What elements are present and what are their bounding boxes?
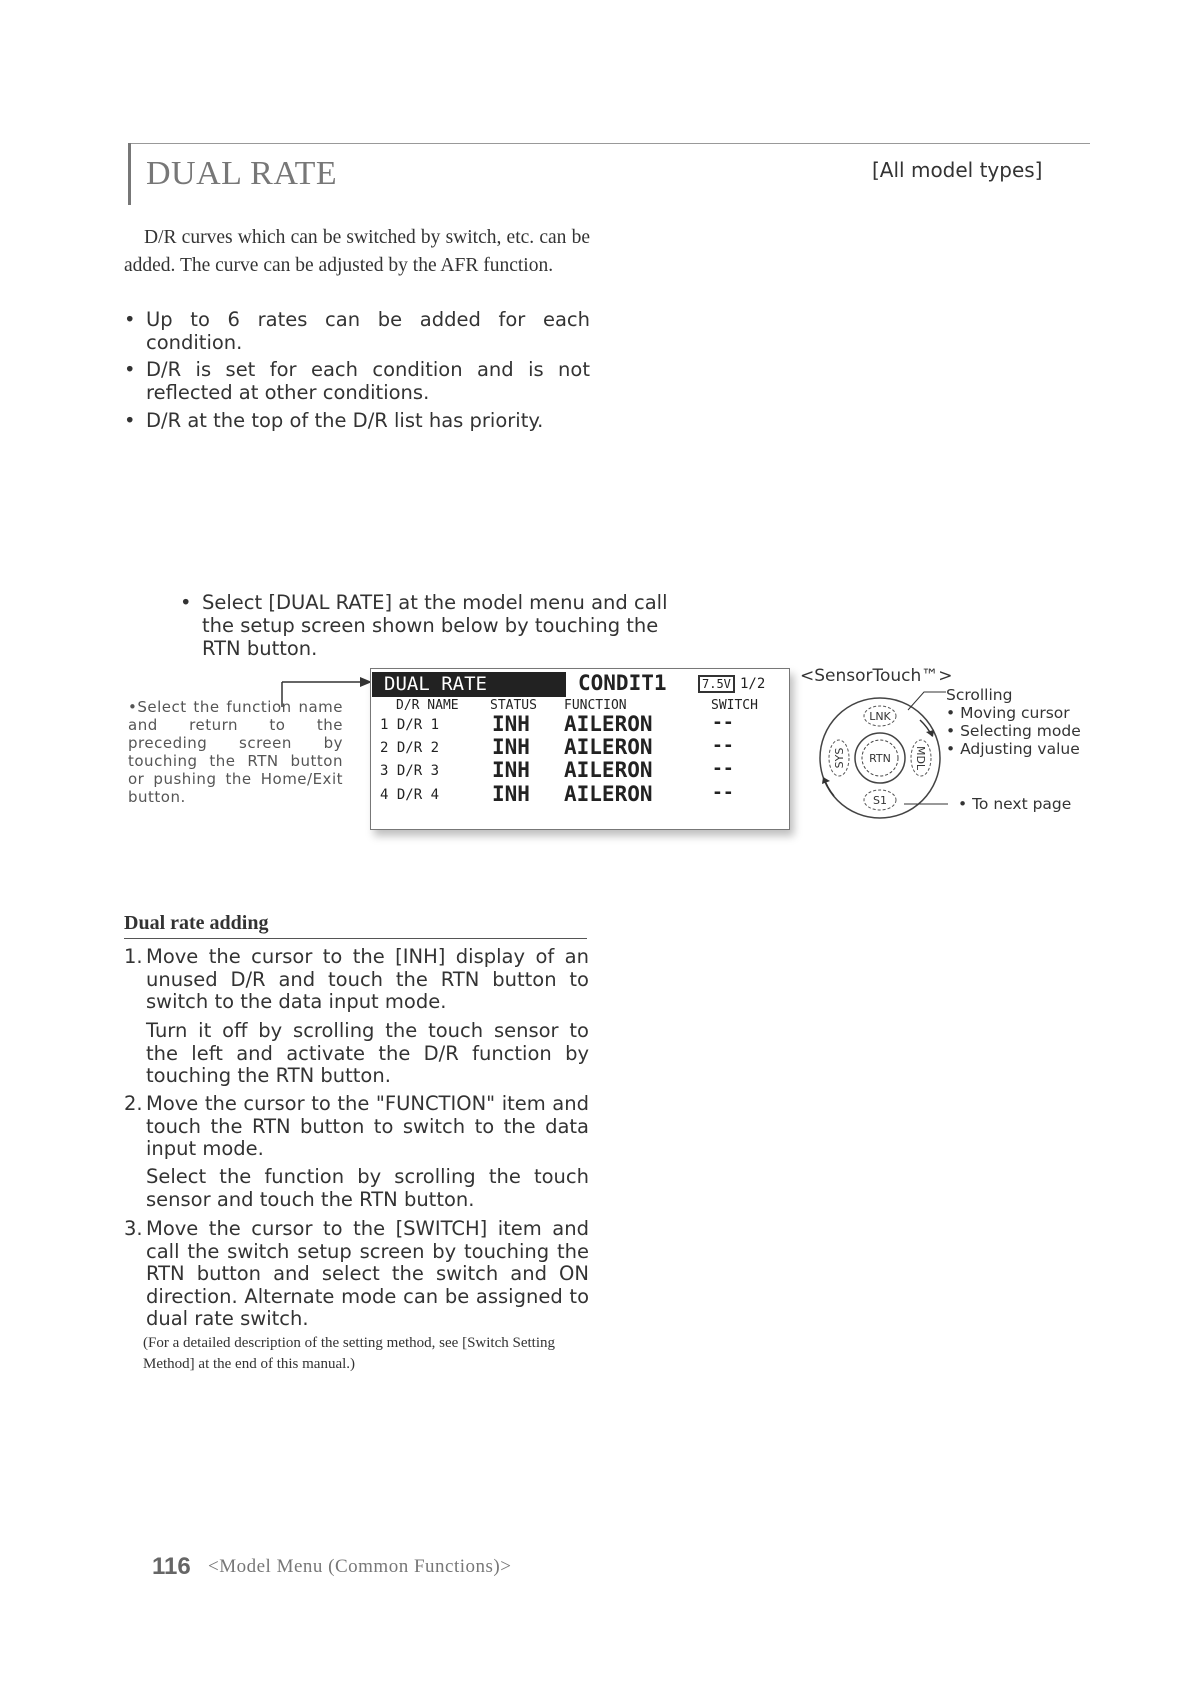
step-text: Move the cursor to the "FUNCTION" item and touch the RTN button to switch to the data input mode. [146, 1092, 589, 1160]
dr-name[interactable]: 2 D/R 2 [380, 740, 440, 756]
sys-key-label: SYS [833, 747, 846, 769]
step-2 [124, 1093, 589, 1161]
mdl-key-label: MDL [914, 745, 927, 771]
dr-switch[interactable]: -- [712, 758, 734, 779]
dr-name[interactable]: 4 D/R 4 [380, 787, 440, 803]
scrolling-label: Scrolling [946, 686, 1013, 704]
step-1-sub: Turn it off by scrolling the touch sensor to the left and activate the D/R function by touching the RTN button. [146, 1019, 589, 1087]
col-header-name: D/R NAME [396, 698, 459, 713]
dr-function[interactable]: AILERON [564, 712, 653, 736]
page-title: DUAL RATE [146, 155, 338, 192]
legend-adjusting-value: • Adjusting value [946, 740, 1080, 758]
dr-function[interactable]: AILERON [564, 735, 653, 759]
dr-status[interactable]: INH [492, 782, 530, 806]
bullet-text: D/R is set for each condition and is not reflected at other conditions. [146, 358, 590, 404]
model-types: [All model types] [872, 158, 1043, 182]
bullet-dot: • [124, 409, 136, 432]
legend-next-page: • To next page [958, 795, 1072, 813]
dr-switch[interactable]: -- [712, 735, 734, 756]
section-note: (For a detailed description of the setting method, see [Switch Setting Method] at the end of this manual.) [143, 1335, 555, 1372]
page-number: 116 [152, 1553, 191, 1580]
connector-arrow-icon [280, 672, 380, 712]
step-text: Move the cursor to the [INH] display of an unused D/R and touch the RTN button to switch to the data input mode. [146, 945, 589, 1013]
header-rule [128, 143, 1090, 144]
dr-function[interactable]: AILERON [564, 782, 653, 806]
bullet-text: Up to 6 rates can be added for each condition. [146, 308, 590, 354]
screen-title[interactable]: DUAL RATE [372, 672, 566, 697]
step-2-sub: Select the function by scrolling the touch sensor and touch the RTN button. [146, 1165, 589, 1211]
step-text: Move the cursor to the [SWITCH] item and call the switch setup screen by touching the RTN button and select the switch and ON direction. Alternate mode can be assigned to dual rate switch. [146, 1217, 589, 1330]
dr-status[interactable]: INH [492, 758, 530, 782]
dr-name[interactable]: 3 D/R 3 [380, 763, 440, 779]
dr-status[interactable]: INH [492, 735, 530, 759]
dr-switch[interactable]: -- [712, 782, 734, 803]
side-note: •Select the function name and return to the preceding screen by touching the RTN button or pushing the Home/Exit button. [128, 698, 343, 806]
step-number: 1. [124, 945, 143, 968]
bullet-item [124, 409, 590, 432]
legend-selecting-mode: • Selecting mode [946, 722, 1081, 740]
bullet-item [124, 308, 590, 354]
dr-switch[interactable]: -- [712, 712, 734, 733]
bullet-item [124, 358, 590, 404]
bullet-dot: • [124, 358, 136, 381]
lnk-key-label: LNK [869, 710, 891, 723]
section-underline [124, 938, 587, 939]
battery-voltage: 7.5V [698, 675, 735, 693]
dr-name[interactable]: 1 D/R 1 [380, 717, 440, 733]
bullet-text: D/R at the top of the D/R list has priority. [146, 409, 544, 432]
footer-section: <Model Menu (Common Functions)> [208, 1556, 512, 1577]
select-instruction [180, 591, 700, 660]
step-number: 2. [124, 1092, 143, 1115]
sensortouch-label: <SensorTouch™> [800, 666, 953, 686]
bullet-dot: • [180, 591, 192, 614]
s1-key-label: S1 [873, 794, 887, 807]
bullet-dot: • [124, 308, 136, 331]
dr-function[interactable]: AILERON [564, 758, 653, 782]
rtn-key-label: RTN [869, 752, 891, 765]
section-heading: Dual rate adding [124, 912, 269, 934]
screen-condition: CONDIT1 [578, 671, 667, 695]
intro-paragraph: D/R curves which can be switched by switch, etc. can be added. The curve can be adjusted by the AFR function. [124, 227, 590, 276]
legend-moving-cursor: • Moving cursor [946, 704, 1070, 722]
dr-status[interactable]: INH [492, 712, 530, 736]
step-1 [124, 946, 589, 1014]
step-number: 3. [124, 1217, 143, 1240]
step-3 [124, 1218, 589, 1331]
screen-page[interactable]: 1/2 [740, 676, 766, 692]
title-bar [128, 143, 131, 205]
col-header-status: STATUS [490, 698, 537, 713]
col-header-switch: SWITCH [711, 698, 758, 713]
col-header-function: FUNCTION [564, 698, 627, 713]
select-instruction-text: Select [DUAL RATE] at the model menu and call the setup screen shown below by touching the RTN button. [202, 591, 668, 660]
